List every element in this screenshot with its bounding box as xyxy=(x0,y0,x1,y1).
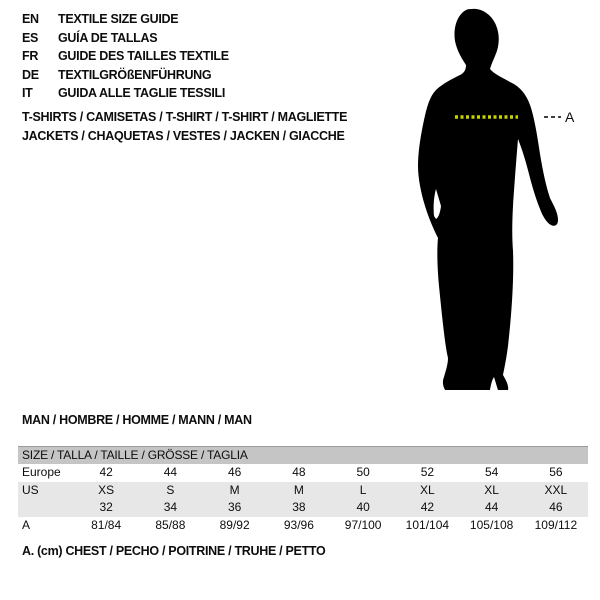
language-list xyxy=(22,10,229,103)
table-cell: 50 xyxy=(356,465,370,479)
table-cell: M xyxy=(293,482,304,497)
table-cell: 85/88 xyxy=(155,517,186,532)
table-cell: 101/104 xyxy=(405,517,450,532)
lang-row-de xyxy=(22,66,229,85)
table-cell: 44 xyxy=(163,465,178,479)
section-title-man: MAN / HOMBRE / HOMME / MANN / MAN xyxy=(22,413,252,427)
table-row-us xyxy=(18,482,588,500)
garment-line-jackets: JACKETS / CHAQUETAS / VESTES / JACKEN / GIACCHE xyxy=(22,129,345,143)
table-row-europe xyxy=(18,464,588,482)
garment-categories xyxy=(22,108,347,146)
table-cell: 32 xyxy=(99,500,113,514)
table-cell: XL xyxy=(484,482,499,497)
table-cell: S xyxy=(166,482,175,497)
lang-label: TEXTILE SIZE GUIDE xyxy=(58,12,179,26)
lang-row-it xyxy=(22,84,229,103)
table-cell: M xyxy=(229,482,240,497)
table-cell: 81/84 xyxy=(91,517,122,532)
lang-code: IT xyxy=(22,86,33,100)
lang-row-es xyxy=(22,29,229,48)
size-table-header: SIZE / TALLA / TAILLE / GRÖSSE / TAGLIA xyxy=(18,446,588,464)
man-silhouette xyxy=(400,5,580,400)
table-row-chest-a xyxy=(18,517,588,535)
table-cell: 97/100 xyxy=(344,517,382,532)
table-cell: 38 xyxy=(292,500,306,514)
table-cell: 40 xyxy=(356,500,370,514)
size-table xyxy=(18,446,588,534)
table-cell: 54 xyxy=(484,465,499,479)
table-cell: 36 xyxy=(227,500,242,514)
lang-label: GUÍA DE TALLAS xyxy=(58,30,158,45)
table-cell: XS xyxy=(98,482,115,497)
man-figure xyxy=(400,5,580,400)
lang-row-fr xyxy=(22,47,229,66)
table-cell: L xyxy=(359,482,367,497)
measure-label-a: A xyxy=(565,109,575,125)
table-cell: 42 xyxy=(99,465,113,479)
table-cell: 48 xyxy=(292,465,306,479)
table-cell: 34 xyxy=(163,500,178,514)
lang-row-en xyxy=(22,10,229,29)
lang-code: DE xyxy=(22,67,39,82)
table-cell: 46 xyxy=(227,465,242,479)
table-cell: 93/96 xyxy=(283,517,314,532)
lang-code: ES xyxy=(22,30,39,45)
table-cell: 42 xyxy=(420,500,435,514)
lang-code: FR xyxy=(22,49,39,63)
lang-label: TEXTILGRÖßENFÜHRUNG xyxy=(58,67,212,82)
table-row-alt-sizes xyxy=(18,499,588,517)
table-cell: XXL xyxy=(544,482,568,497)
table-cell: 52 xyxy=(420,465,435,479)
table-cell: 89/92 xyxy=(219,517,250,532)
measurement-footnote: A. (cm) CHEST / PECHO / POITRINE / TRUHE / PETTO xyxy=(22,544,326,558)
table-cell: XL xyxy=(420,482,435,497)
lang-label: GUIDA ALLE TAGLIE TESSILI xyxy=(58,86,226,100)
table-cell: 109/112 xyxy=(534,517,578,532)
lang-label: GUIDE DES TAILLES TEXTILE xyxy=(58,49,229,63)
row-label: US xyxy=(22,482,39,497)
table-cell: 56 xyxy=(549,465,563,479)
table-cell: 46 xyxy=(549,500,563,514)
garment-line-tshirts: T-SHIRTS / CAMISETAS / T-SHIRT / T-SHIRT / MAGLIETTE xyxy=(22,110,348,124)
row-label: Europe xyxy=(22,465,61,479)
table-cell: 105/108 xyxy=(469,517,514,532)
row-label: A xyxy=(22,517,31,532)
lang-code: EN xyxy=(22,12,39,26)
table-cell: 44 xyxy=(484,500,499,514)
